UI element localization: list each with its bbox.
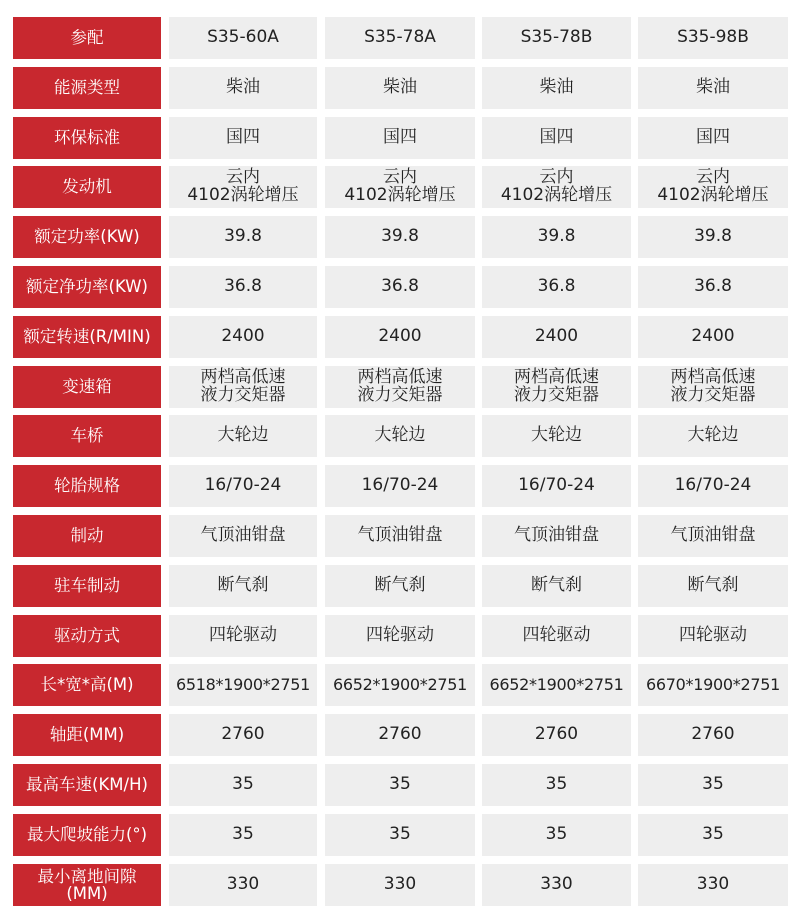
value-tire-spec-col2: 16/70-24	[325, 465, 475, 507]
value-wheelbase-col2: 2760	[325, 714, 475, 756]
value-min-ground-clearance-col3: 330	[482, 864, 631, 906]
value-dimensions-col3: 6652*1900*2751	[482, 664, 631, 706]
value-param-col1: S35-60A	[169, 17, 317, 59]
value-max-speed-col4: 35	[638, 764, 788, 806]
value-energy-type-col3: 柴油	[482, 67, 631, 109]
value-max-gradeability-col1: 35	[169, 814, 317, 856]
row-label-parking-brake: 驻车制动	[13, 565, 161, 607]
row-label-rated-speed: 额定转速(R/MIN)	[13, 316, 161, 358]
value-brake-col2: 气顶油钳盘	[325, 515, 475, 557]
value-tire-spec-col1: 16/70-24	[169, 465, 317, 507]
value-engine-col2: 云内 4102涡轮增压	[325, 166, 475, 208]
value-brake-col4: 气顶油钳盘	[638, 515, 788, 557]
row-label-param: 参配	[13, 17, 161, 59]
value-param-col3: S35-78B	[482, 17, 631, 59]
value-min-ground-clearance-col4: 330	[638, 864, 788, 906]
value-gearbox-col3: 两档高低速 液力交矩器	[482, 366, 631, 408]
value-dimensions-col4: 6670*1900*2751	[638, 664, 788, 706]
row-label-gearbox: 变速箱	[13, 366, 161, 408]
value-rated-power-col3: 39.8	[482, 216, 631, 258]
value-engine-col1: 云内 4102涡轮增压	[169, 166, 317, 208]
value-rated-power-col4: 39.8	[638, 216, 788, 258]
value-tire-spec-col3: 16/70-24	[482, 465, 631, 507]
row-label-max-gradeability: 最大爬坡能力(°)	[13, 814, 161, 856]
value-rated-speed-col2: 2400	[325, 316, 475, 358]
row-label-dimensions: 长*宽*高(M)	[13, 664, 161, 706]
value-rated-power-col1: 39.8	[169, 216, 317, 258]
row-label-rated-power: 额定功率(KW)	[13, 216, 161, 258]
value-drive-mode-col2: 四轮驱动	[325, 615, 475, 657]
value-axle-col1: 大轮边	[169, 415, 317, 457]
value-tire-spec-col4: 16/70-24	[638, 465, 788, 507]
value-drive-mode-col4: 四轮驱动	[638, 615, 788, 657]
value-gearbox-col4: 两档高低速 液力交矩器	[638, 366, 788, 408]
row-label-max-speed: 最高车速(KM/H)	[13, 764, 161, 806]
value-axle-col3: 大轮边	[482, 415, 631, 457]
row-label-wheelbase: 轴距(MM)	[13, 714, 161, 756]
value-rated-net-power-col3: 36.8	[482, 266, 631, 308]
value-engine-col4: 云内 4102涡轮增压	[638, 166, 788, 208]
value-emission-standard-col3: 国四	[482, 117, 631, 159]
value-rated-speed-col3: 2400	[482, 316, 631, 358]
value-max-gradeability-col3: 35	[482, 814, 631, 856]
value-energy-type-col4: 柴油	[638, 67, 788, 109]
value-drive-mode-col3: 四轮驱动	[482, 615, 631, 657]
value-emission-standard-col1: 国四	[169, 117, 317, 159]
value-rated-net-power-col1: 36.8	[169, 266, 317, 308]
row-label-tire-spec: 轮胎规格	[13, 465, 161, 507]
row-label-emission-standard: 环保标准	[13, 117, 161, 159]
value-min-ground-clearance-col1: 330	[169, 864, 317, 906]
row-label-brake: 制动	[13, 515, 161, 557]
value-max-speed-col3: 35	[482, 764, 631, 806]
value-dimensions-col1: 6518*1900*2751	[169, 664, 317, 706]
value-wheelbase-col1: 2760	[169, 714, 317, 756]
value-max-gradeability-col4: 35	[638, 814, 788, 856]
value-parking-brake-col4: 断气刹	[638, 565, 788, 607]
value-gearbox-col1: 两档高低速 液力交矩器	[169, 366, 317, 408]
value-emission-standard-col4: 国四	[638, 117, 788, 159]
value-rated-speed-col1: 2400	[169, 316, 317, 358]
row-label-axle: 车桥	[13, 415, 161, 457]
value-min-ground-clearance-col2: 330	[325, 864, 475, 906]
value-max-speed-col2: 35	[325, 764, 475, 806]
value-rated-speed-col4: 2400	[638, 316, 788, 358]
value-wheelbase-col4: 2760	[638, 714, 788, 756]
value-param-col2: S35-78A	[325, 17, 475, 59]
row-label-min-ground-clearance: 最小离地间隙 (MM)	[13, 864, 161, 906]
row-label-rated-net-power: 额定净功率(KW)	[13, 266, 161, 308]
value-max-gradeability-col2: 35	[325, 814, 475, 856]
value-brake-col3: 气顶油钳盘	[482, 515, 631, 557]
value-parking-brake-col3: 断气刹	[482, 565, 631, 607]
value-energy-type-col1: 柴油	[169, 67, 317, 109]
value-axle-col4: 大轮边	[638, 415, 788, 457]
value-dimensions-col2: 6652*1900*2751	[325, 664, 475, 706]
value-energy-type-col2: 柴油	[325, 67, 475, 109]
value-axle-col2: 大轮边	[325, 415, 475, 457]
value-wheelbase-col3: 2760	[482, 714, 631, 756]
value-rated-net-power-col4: 36.8	[638, 266, 788, 308]
value-emission-standard-col2: 国四	[325, 117, 475, 159]
value-parking-brake-col1: 断气刹	[169, 565, 317, 607]
row-label-drive-mode: 驱动方式	[13, 615, 161, 657]
value-gearbox-col2: 两档高低速 液力交矩器	[325, 366, 475, 408]
value-parking-brake-col2: 断气刹	[325, 565, 475, 607]
row-label-energy-type: 能源类型	[13, 67, 161, 109]
value-rated-power-col2: 39.8	[325, 216, 475, 258]
value-drive-mode-col1: 四轮驱动	[169, 615, 317, 657]
value-brake-col1: 气顶油钳盘	[169, 515, 317, 557]
value-engine-col3: 云内 4102涡轮增压	[482, 166, 631, 208]
row-label-engine: 发动机	[13, 166, 161, 208]
value-max-speed-col1: 35	[169, 764, 317, 806]
value-param-col4: S35-98B	[638, 17, 788, 59]
value-rated-net-power-col2: 36.8	[325, 266, 475, 308]
